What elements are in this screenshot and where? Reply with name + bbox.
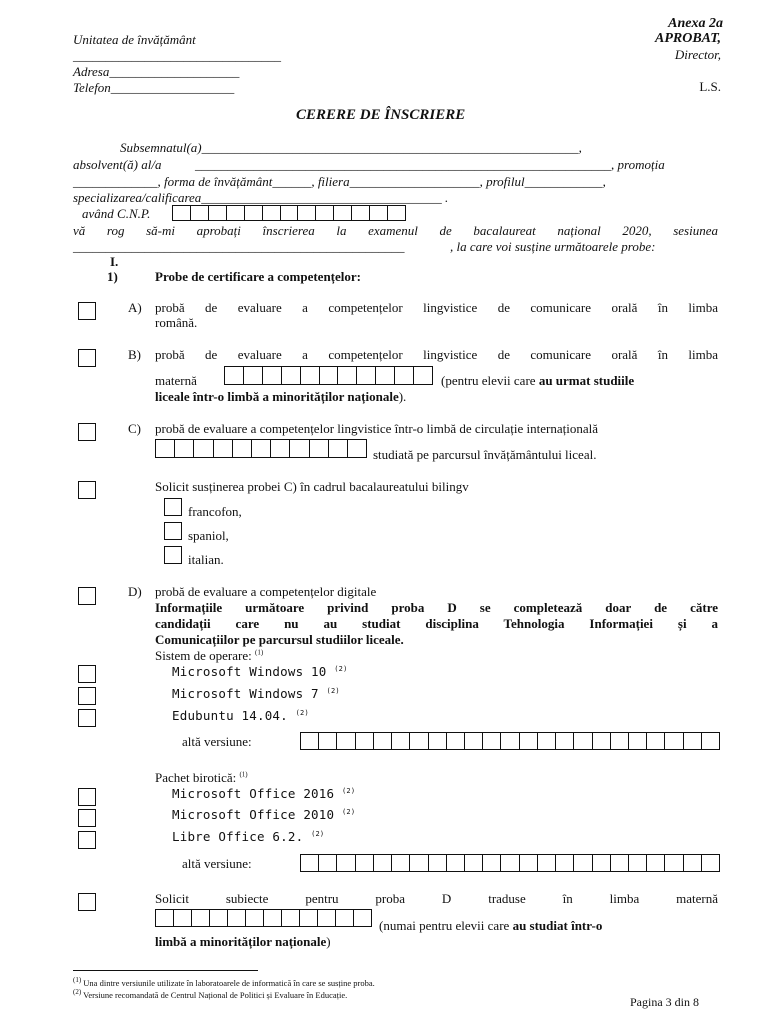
item-c-label: C) xyxy=(128,421,141,436)
request-text: vă rog să-mi aprobați înscrierea la examenul de bacalaureat național 2020, sesiunea xyxy=(73,223,718,238)
page-number: Pagina 3 din 8 xyxy=(630,995,699,1009)
phone-field[interactable]: Telefon___________________ xyxy=(73,80,235,95)
translation-language-cells[interactable] xyxy=(155,909,372,927)
checkbox-foreign-language[interactable] xyxy=(78,423,96,441)
checkbox-italian[interactable] xyxy=(164,546,182,564)
translated-text: Solicit subiecte pentru proba D traduse în limba maternă xyxy=(155,891,718,906)
checkbox-office-2010[interactable] xyxy=(78,809,96,827)
school-graduated-field[interactable]: ________________________________________________________________, promoția xyxy=(195,157,665,172)
office-option-2010: Microsoft Office 2010 $^{(2)}$ xyxy=(172,807,356,822)
office-option-libre: Libre Office 6.2. $^{(2)}$ xyxy=(172,829,325,844)
option-francophone: francofon, xyxy=(188,504,242,519)
office-other-label: altă versiune: xyxy=(182,856,252,871)
footnote-2: $^{(2)}$ Versiune recomandată de Centrul Național de Politici și Evaluare în Educație. xyxy=(73,988,348,1000)
item-b-note: (pentru elevii care au urmat studiile xyxy=(441,373,635,388)
item-b-label: B) xyxy=(128,347,141,362)
item-b-note-cont: liceale într-o limbă a minorităților naționale). xyxy=(155,389,407,404)
section-roman: I. xyxy=(110,254,119,269)
name-field[interactable]: Subsemnatul(a)__________________________________________________________, xyxy=(120,140,582,155)
session-suffix: , la care voi susține următoarele probe: xyxy=(450,239,656,254)
approved-label: APROBAT, xyxy=(654,31,721,46)
native-language-cells[interactable] xyxy=(224,366,433,385)
cnp-input-cells[interactable] xyxy=(172,205,406,221)
office-other-cells[interactable] xyxy=(300,854,720,872)
session-field[interactable]: ___________________________________________________ xyxy=(73,239,405,254)
native-language-label: maternă xyxy=(155,373,197,388)
os-option-edubuntu: Edubuntu 14.04. $^{(2)}$ xyxy=(172,708,309,723)
option-italian: italian. xyxy=(188,552,224,567)
item-b-text: probă de evaluare a competențelor lingvistice de comunicare orală în limba xyxy=(155,347,718,362)
office-option-2016: Microsoft Office 2016 $^{(2)}$ xyxy=(172,786,356,801)
os-other-cells[interactable] xyxy=(300,732,720,750)
cnp-label: având C.N.P. xyxy=(82,206,151,221)
item-d-note-3: Comunicațiilor pe parcursul studiilor liceale. xyxy=(155,632,404,647)
checkbox-bilingual[interactable] xyxy=(78,481,96,499)
checkbox-francophone[interactable] xyxy=(164,498,182,516)
translated-note-cont: limbă a minorităților naționale) xyxy=(155,934,331,949)
item-d-label: D) xyxy=(128,584,142,599)
item-d-note-1: Informațiile următoare privind proba D se completează doar de către xyxy=(155,600,718,615)
foreign-language-cells[interactable] xyxy=(155,439,367,458)
os-other-label: altă versiune: xyxy=(182,734,252,749)
director-label: Director, xyxy=(674,47,721,62)
checkbox-translated-subjects[interactable] xyxy=(78,893,96,911)
os-heading: Sistem de operare: $^{(1)}$ xyxy=(155,648,264,663)
office-heading: Pachet birotică: $^{(1)}$ xyxy=(155,770,248,785)
checkbox-office-2016[interactable] xyxy=(78,788,96,806)
item-a-label: A) xyxy=(128,300,142,315)
bilingual-text: Solicit susținerea probei C) în cadrul bacalaureatului bilingv xyxy=(155,479,469,494)
option-spanish: spaniol, xyxy=(188,528,229,543)
section-heading: Probe de certificare a competențelor: xyxy=(155,269,361,284)
ls-label: L.S. xyxy=(699,79,721,94)
item-c-text: probă de evaluare a competențelor lingvistice într-o limbă de circulație internațională xyxy=(155,421,598,436)
school-unit-label: Unitatea de învățământ xyxy=(73,32,196,47)
footnote-1: $^{(1)}$ Una dintre versiunile utilizate în laboratoarele de informatică în care se susține proba. xyxy=(73,976,375,988)
item-a-text: probă de evaluare a competențelor lingvistice de comunicare orală în limba xyxy=(155,300,718,315)
footnote-divider xyxy=(73,970,258,971)
checkbox-windows-10[interactable] xyxy=(78,665,96,683)
item-d-note-2: candidații care nu au studiat disciplina Tehnologia Informației și a xyxy=(155,616,718,631)
checkbox-romanian-oral[interactable] xyxy=(78,302,96,320)
graduate-label: absolvent(ă) al/a xyxy=(73,157,162,172)
checkbox-windows-7[interactable] xyxy=(78,687,96,705)
section-number: 1) xyxy=(107,269,118,284)
item-c-text-cont: studiată pe parcursul învățământului liceal. xyxy=(373,447,597,462)
item-a-text-cont: română. xyxy=(155,315,198,330)
study-details-fields[interactable]: _____________, forma de învățământ______, filiera____________________, profilul____________, xyxy=(73,174,606,189)
school-unit-field[interactable]: ________________________________ xyxy=(73,48,281,63)
item-d-text: probă de evaluare a competențelor digitale xyxy=(155,584,377,599)
checkbox-libre-office[interactable] xyxy=(78,831,96,849)
address-field[interactable]: Adresa____________________ xyxy=(73,64,240,79)
checkbox-native-oral[interactable] xyxy=(78,349,96,367)
os-option-windows-7: Microsoft Windows 7 $^{(2)}$ xyxy=(172,686,340,701)
checkbox-digital[interactable] xyxy=(78,587,96,605)
specialization-field[interactable]: specializarea/calificarea_____________________________________ . xyxy=(73,190,449,205)
translated-note: (numai pentru elevii care au studiat într-o xyxy=(379,918,603,933)
os-option-windows-10: Microsoft Windows 10 $^{(2)}$ xyxy=(172,664,348,679)
page-title: CERERE DE ÎNSCRIERE xyxy=(296,107,466,123)
checkbox-spanish[interactable] xyxy=(164,522,182,540)
checkbox-edubuntu[interactable] xyxy=(78,709,96,727)
annex-label: Anexa 2a xyxy=(668,16,723,31)
